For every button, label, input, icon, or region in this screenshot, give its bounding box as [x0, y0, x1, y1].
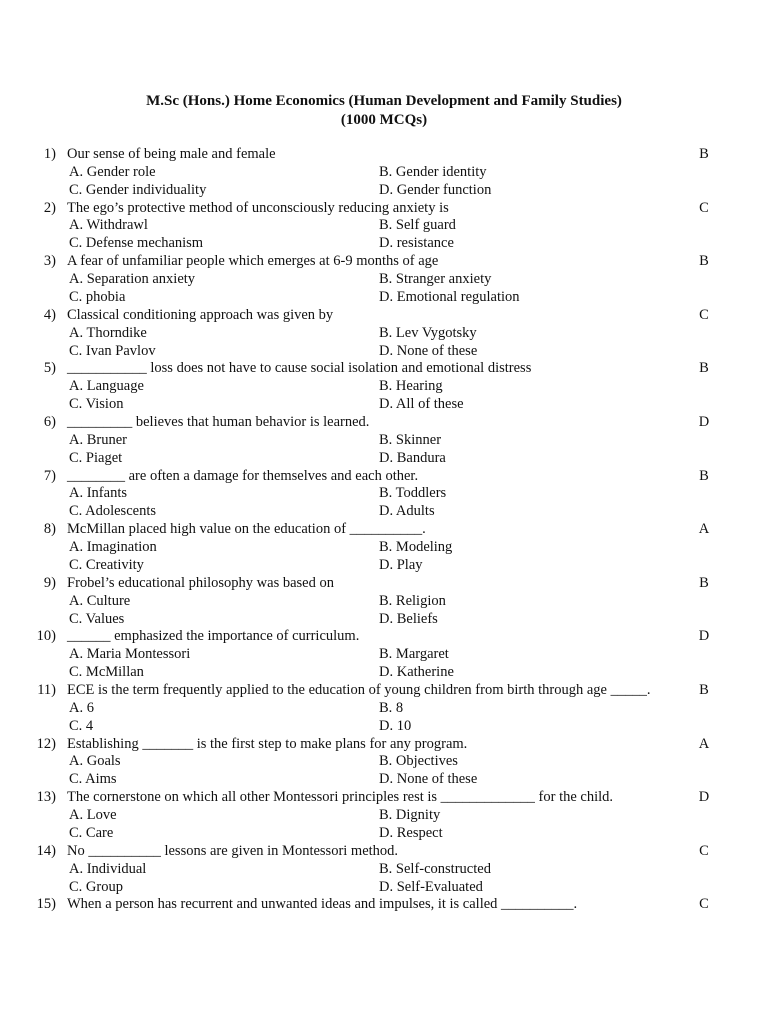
- option-b: B. Toddlers: [379, 485, 447, 502]
- option-d: D. Gender function: [379, 181, 492, 198]
- option-b: B. Lev Vygotsky: [379, 324, 477, 341]
- question-number: 4): [43, 306, 56, 323]
- answer-key: D: [698, 413, 710, 430]
- option-a: A. Individual: [69, 860, 147, 877]
- question-item: [0, 253, 768, 307]
- question-text: Frobel’s educational philosophy was based on: [67, 574, 334, 591]
- answer-key: D: [698, 789, 710, 806]
- question-number: 2): [43, 199, 56, 216]
- option-d: D. Bandura: [379, 449, 446, 466]
- question-text: ___________ loss does not have to cause social isolation and emotional distress: [67, 360, 532, 377]
- option-d: D. None of these: [379, 771, 478, 788]
- option-c: C. Vision: [69, 396, 124, 413]
- answer-key: B: [699, 681, 709, 698]
- question-text: ECE is the term frequently applied to the education of young children from birth through age _____.: [67, 681, 651, 698]
- question-text: ________ are often a damage for themselves and each other.: [67, 467, 419, 484]
- answer-key: B: [699, 574, 709, 591]
- question-item: [0, 414, 768, 468]
- option-b: B. Self guard: [379, 217, 456, 234]
- answer-key: A: [698, 735, 710, 752]
- option-c: C. Defense mechanism: [69, 235, 204, 252]
- answer-key: D: [698, 628, 710, 645]
- option-a: A. 6: [69, 699, 94, 716]
- question-number: 14): [36, 842, 56, 859]
- question-text: _________ believes that human behavior is learned.: [67, 413, 370, 430]
- question-item: [0, 575, 768, 629]
- question-number: 12): [36, 735, 56, 752]
- option-b: B. Gender identity: [379, 163, 487, 180]
- option-b: B. Stranger anxiety: [379, 271, 492, 288]
- option-a: A. Withdrawl: [69, 217, 148, 234]
- option-a: A. Infants: [69, 485, 127, 502]
- option-a: A. Maria Montessori: [69, 646, 191, 663]
- option-d: D. Play: [379, 556, 423, 573]
- option-b: B. Dignity: [379, 807, 441, 824]
- question-item: [0, 843, 768, 897]
- option-b: B. Hearing: [379, 378, 443, 395]
- option-c: C. Values: [69, 610, 125, 627]
- question-text: No __________ lessons are given in Montessori method.: [67, 842, 399, 859]
- answer-key: C: [699, 306, 709, 323]
- option-c: C. Creativity: [69, 556, 144, 573]
- option-a: A. Goals: [69, 753, 121, 770]
- question-item: [0, 789, 768, 843]
- option-c: C. Piaget: [69, 449, 123, 466]
- option-d: D. Beliefs: [379, 610, 438, 627]
- question-number: 7): [43, 467, 56, 484]
- option-d: D. resistance: [379, 235, 454, 252]
- option-b: B. Skinner: [379, 431, 442, 448]
- option-b: B. Religion: [379, 592, 446, 609]
- option-d: D. Respect: [379, 824, 443, 841]
- question-item: [0, 521, 768, 575]
- question-number: 11): [37, 681, 56, 698]
- question-item: [0, 736, 768, 790]
- answer-key: A: [698, 521, 710, 538]
- question-number: 3): [43, 253, 56, 270]
- question-number: 5): [43, 360, 56, 377]
- question-number: 10): [36, 628, 56, 645]
- option-c: C. Adolescents: [69, 503, 156, 520]
- option-c: C. Aims: [69, 771, 117, 788]
- option-d: D. Self-Evaluated: [379, 878, 483, 895]
- option-c: C. Group: [69, 878, 123, 895]
- question-text: The cornerstone on which all other Montessori principles rest is _____________ for the child.: [67, 789, 614, 806]
- option-d: D. Adults: [379, 503, 435, 520]
- document-subtitle: (1000 MCQs): [340, 112, 428, 128]
- question-text: When a person has recurrent and unwanted ideas and impulses, it is called __________.: [67, 896, 578, 913]
- question-number: 8): [43, 521, 56, 538]
- answer-key: B: [699, 146, 709, 162]
- option-a: A. Love: [69, 807, 117, 824]
- question-item: [0, 682, 768, 736]
- question-text: Establishing _______ is the first step to make plans for any program.: [67, 735, 468, 752]
- option-a: A. Gender role: [69, 163, 156, 180]
- option-a: A. Separation anxiety: [69, 271, 196, 288]
- question-item: [0, 146, 768, 200]
- question-item: [0, 896, 768, 950]
- option-d: D. Katherine: [379, 664, 454, 681]
- question-item: [0, 307, 768, 361]
- option-c: C. Ivan Pavlov: [69, 342, 156, 359]
- option-a: A. Bruner: [69, 431, 127, 448]
- question-text: Classical conditioning approach was given by: [67, 306, 334, 323]
- option-c: C. Gender individuality: [69, 181, 207, 198]
- answer-key: C: [699, 896, 709, 913]
- option-b: B. Modeling: [379, 539, 453, 556]
- option-a: A. Imagination: [69, 539, 157, 556]
- option-d: D. Emotional regulation: [379, 288, 520, 305]
- question-number: 6): [43, 413, 56, 430]
- question-list: [0, 146, 768, 950]
- question-item: [0, 200, 768, 254]
- option-d: D. All of these: [379, 396, 464, 413]
- answer-key: B: [699, 467, 709, 484]
- option-c: C. McMillan: [69, 664, 144, 681]
- option-b: B. Margaret: [379, 646, 449, 663]
- question-text: ______ emphasized the importance of curriculum.: [67, 628, 360, 645]
- option-a: A. Language: [69, 378, 144, 395]
- answer-key: C: [699, 842, 709, 859]
- question-text: A fear of unfamiliar people which emerges at 6-9 months of age: [67, 253, 439, 270]
- question-number: 15): [36, 896, 56, 913]
- question-item: [0, 360, 768, 414]
- question-item: [0, 468, 768, 522]
- option-d: D. 10: [379, 717, 412, 734]
- option-b: B. Objectives: [379, 753, 458, 770]
- option-a: A. Culture: [69, 592, 131, 609]
- question-number: 9): [43, 574, 56, 591]
- document-title: M.Sc (Hons.) Home Economics (Human Development and Family Studies): [146, 93, 622, 109]
- answer-key: B: [699, 360, 709, 377]
- question-text: The ego’s protective method of unconsciously reducing anxiety is: [67, 199, 449, 216]
- answer-key: C: [699, 199, 709, 216]
- question-item: [0, 628, 768, 682]
- option-c: C. phobia: [69, 288, 126, 305]
- option-b: B. 8: [379, 699, 404, 716]
- question-number: 1): [43, 146, 56, 162]
- option-b: B. Self-constructed: [379, 860, 491, 877]
- question-number: 13): [36, 789, 56, 806]
- option-c: C. Care: [69, 824, 114, 841]
- question-text: Our sense of being male and female: [67, 146, 276, 162]
- option-d: D. None of these: [379, 342, 478, 359]
- answer-key: B: [699, 253, 709, 270]
- question-text: McMillan placed high value on the education of __________.: [67, 521, 426, 538]
- option-a: A. Thorndike: [69, 324, 147, 341]
- option-c: C. 4: [69, 717, 94, 734]
